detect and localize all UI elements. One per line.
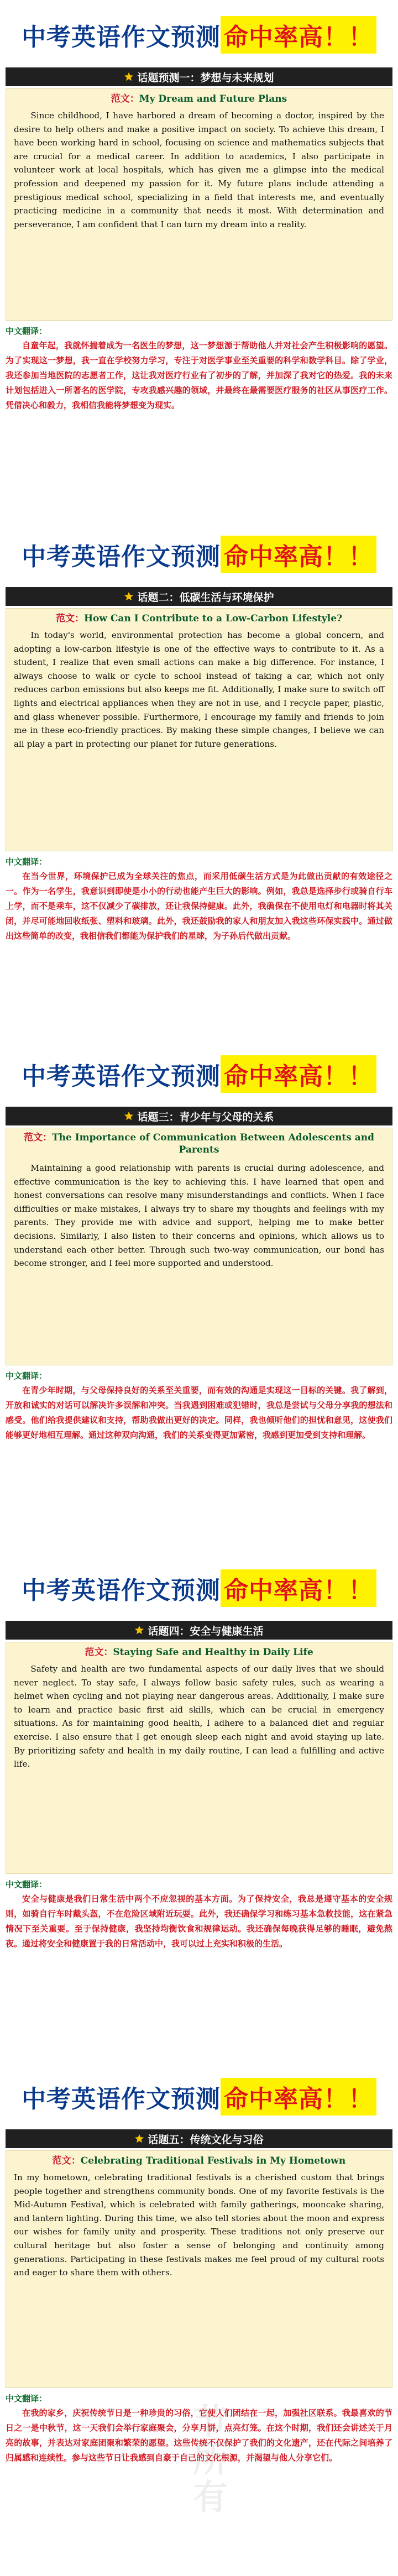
essay-label: 范文： [52, 2155, 81, 2166]
banner [0, 0, 398, 67]
star-icon [124, 72, 134, 82]
essay-label: 范文： [55, 613, 84, 624]
essay-card [6, 1642, 392, 1874]
essay-card [6, 2150, 392, 2388]
banner-blue-text: 中考英语作文预测 [22, 2085, 221, 2113]
essay-card [6, 88, 392, 321]
section-4 [0, 1553, 398, 2040]
essay-title [6, 89, 392, 109]
translation-text: 在当今世界，环境保护已成为全球关注的焦点，而采用低碳生活方式是为此做出贡献的有效途径之一。作为一名学生，我意识到即使是小小的行动也能产生巨大的影响。例如，我总是选择步行或骑自行车上学，而不是乘车，这不仅减少了碳排放，还让我保持健康。此外，我确保在不使用电灯和电器时将其关闭，并尽可能地回收纸张、塑料和玻璃。此外，我还鼓励我的家人和朋友加入我这些环保实践中。通过做出这些简单的改变，我相信我们都能为保护我们的星球，为子孙后代做出贡献。 [6, 871, 392, 941]
translation-text: 在我的家乡，庆祝传统节日是一种珍贵的习俗，它使人们团结在一起，加强社区联系。我最喜欢的节日之一是中秋节，这一天我们会举行家庭聚会，分享月饼，点亮灯笼。在这个时期，我们还会讲述关于月亮的故事，并表达对家庭团聚和繁荣的愿望。这些传统不仅保护了我们的文化遗产，还在代际之间培养了归属感和连续性。参与这些节日让我感到自豪于自己的文化根源，并渴望与他人分享它们。 [6, 2408, 392, 2463]
essay-title [6, 1642, 392, 1662]
translation-label: 中文翻译： [6, 1371, 48, 1381]
essay-title-text: Celebrating Traditional Festivals in My Hometown [80, 2155, 346, 2166]
essay-text: Safety and health are two fundamental aspects of our daily lives that we should never neglect. To stay safe, I always follow basic safety rules, such as wearing a helmet when cycling and not playing near dangerous areas. Additionally, I make sure to learn and practice basic first aid skills, which can be crucial in emergency situations. As for maintaining good health, I adhere to a balanced diet and regular exercise. I also ensure that I get enough sleep each night and avoid staying up late. By prioritizing safety and health in my daily routine, I can lead a fulfilling and active life. [14, 1664, 384, 1769]
essay-title-text: My Dream and Future Plans [139, 93, 287, 104]
topic-label: 话题二：低碳生活与环境保护 [137, 591, 274, 604]
essay-title-text: The Importance of Communication Between Adolescents and Parents [51, 1132, 375, 1155]
banner [0, 1553, 398, 1621]
essay-title [6, 2151, 392, 2171]
essay-label: 范文： [111, 93, 139, 104]
translation-text: 安全与健康是我们日常生活中两个不应忽视的基本方面。为了保持安全，我总是遵守基本的安全规则，如骑自行车时戴头盔，不在危险区域附近玩耍。此外，我还确保学习和练习基本急救技能，这在紧急情况下至关重要。至于保持健康，我坚持均衡饮食和规律运动。我还确保每晚获得足够的睡眠，避免熬夜。通过将安全和健康置于我的日常活动中，我可以过上充实和积极的生活。 [6, 1894, 392, 1949]
banner-title [7, 2077, 391, 2116]
banner-title [7, 15, 391, 54]
essay-text: In my hometown, celebrating traditional festivals is a cherished custom that brings people together and strengthens community bonds. One of my favorite festivals is the Mid-Autumn Festival, which is celebrated with family gatherings, mooncake sharing, and lantern lighting. During this time, we also tell stories about the moon and express our wishes for family unity and prosperity. These traditions not only preserve our cultural heritage but also foster a sense of belonging and continuity among generations. Participating in these festivals makes me feel proud of my cultural roots and eager to share them with others. [14, 2172, 384, 2278]
essay-text: Since childhood, I have harbored a dream of becoming a doctor, inspired by the desire to help others and make a positive impact on society. To achieve this dream, I have been working hard in school, focusing on science and mathematics subjects that are crucial for a medical career. In addition to academics, I also participate in volunteer work at local hospitals, which has given me a glimpse into the medical profession and deepened my passion for it. My future plans include attending a prestigious medical school, specializing in a field that interests me, and eventually practicing medicine in a community that needs it most. With determination and perseverance, I am confident that I can turn my dream into a reality. [14, 111, 384, 229]
banner-blue-text: 中考英语作文预测 [22, 1577, 221, 1605]
banner-red-text: 命中率高！！ [221, 16, 376, 54]
section-3 [0, 1039, 398, 1526]
banner-title [7, 535, 391, 574]
banner-red-text: 命中率高！！ [221, 536, 376, 573]
banner-red-text: 命中率高！！ [221, 1569, 376, 1607]
topic-bar [6, 1107, 392, 1125]
banner-blue-text: 中考英语作文预测 [22, 23, 221, 51]
translation-label: 中文翻译： [6, 857, 48, 867]
translation-label: 中文翻译： [6, 2394, 48, 2404]
banner-title [7, 1055, 391, 1093]
essay-text: Maintaining a good relationship with parents is crucial during adolescence, and effective communication is the key to achieving this. I have learned that open and honest conversations can resolve many misunderstandings and conflicts. When I face difficulties or make mistakes, I always try to share my thoughts and feelings with my parents. They provide me with advice and support, helping me to make better decisions. Similarly, I also listen to their concerns and opinions, which allows us to understand each other better. Through such two-way communication, our bond has become stronger, and I feel more supported and understood. [14, 1163, 384, 1269]
topic-label: 话题四：安全与健康生活 [148, 1625, 264, 1637]
banner [0, 520, 398, 587]
essay-title-text: Staying Safe and Healthy in Daily Life [113, 1647, 313, 1658]
essay-text: In today's world, environmental protection has become a global concern, and adopting a low-carbon lifestyle is one of the effective ways to contribute to it. As a student, I realize that even small actions can make a big difference. For instance, I always choose to walk or cycle to school instead of taking a car, which not only reduces carbon emissions but also keeps me fit. Additionally, I make sure to switch off lights and electrical appliances when they are not in use, and I recycle paper, plastic, and glass whenever possible. Furthermore, I encourage my family and friends to join me in these eco-friendly practices. By making these simple changes, I believe we can all play a part in protecting our planet for future generations. [14, 630, 384, 749]
topic-label: 话题三：青少年与父母的关系 [137, 1111, 274, 1123]
essay-card [6, 608, 392, 851]
topic-bar [6, 2129, 392, 2148]
topic-bar [6, 67, 392, 86]
star-icon [124, 1111, 134, 1121]
essay-title [6, 1128, 392, 1161]
topic-bar [6, 1621, 392, 1640]
topic-bar [6, 587, 392, 606]
translation-label: 中文翻译： [6, 326, 48, 336]
watermark: 节所有 [187, 2404, 228, 2516]
topic-label: 话题预测一：梦想与未来规划 [137, 71, 274, 84]
essay-label: 范文： [23, 1132, 52, 1143]
star-icon [124, 591, 134, 601]
banner [0, 1039, 398, 1107]
topic-label: 话题五：传统文化与习俗 [148, 2133, 264, 2146]
essay-label: 范文： [85, 1647, 113, 1658]
section-1 [0, 0, 398, 495]
banner-blue-text: 中考英语作文预测 [22, 1062, 221, 1091]
essay-card [6, 1128, 392, 1365]
banner-title [7, 1569, 391, 1608]
essay-title [6, 609, 392, 629]
translation-text: 自童年起，我就怀揣着成为一名医生的梦想，这一梦想源于帮助他人并对社会产生积极影响的愿望。为了实现这一梦想，我一直在学校努力学习，专注于对医学事业至关重要的科学和数学科目。除了学业，我还参加当地医院的志愿者工作，这让我对医疗行业有了初步的了解，并加深了我对它的热爱。我的未来计划包括进入一所著名的医学院，专攻我感兴趣的领域，并最终在最需要医疗服务的社区从事医疗工作。凭借决心和毅力，我相信我能将梦想变为现实。 [6, 341, 392, 410]
banner-red-text: 命中率高！！ [221, 1055, 376, 1093]
section-2 [0, 520, 398, 1015]
banner-blue-text: 中考英语作文预测 [22, 543, 221, 571]
translation-label: 中文翻译： [6, 1879, 48, 1889]
essay-title-text: How Can I Contribute to a Low-Carbon Lifestyle? [83, 613, 343, 624]
star-icon [134, 2134, 144, 2144]
translation-text: 在青少年时期，与父母保持良好的关系至关重要，而有效的沟通是实现这一目标的关键。我了解到，开放和诚实的对话可以解决许多误解和冲突。当我遇到困难或犯错时，我总是尝试与父母分享我的想法和感受。他们给我提供建议和支持，帮助我做出更好的决定。同样，我也倾听他们的担忧和意见，这使我们能够更好地相互理解。通过这种双向沟通，我们的关系变得更加紧密，我感到更加受到支持和理解。 [6, 1385, 392, 1440]
star-icon [134, 1625, 144, 1635]
banner-red-text: 命中率高！！ [221, 2078, 376, 2116]
banner [0, 2062, 398, 2129]
section-5 [0, 2062, 398, 2576]
